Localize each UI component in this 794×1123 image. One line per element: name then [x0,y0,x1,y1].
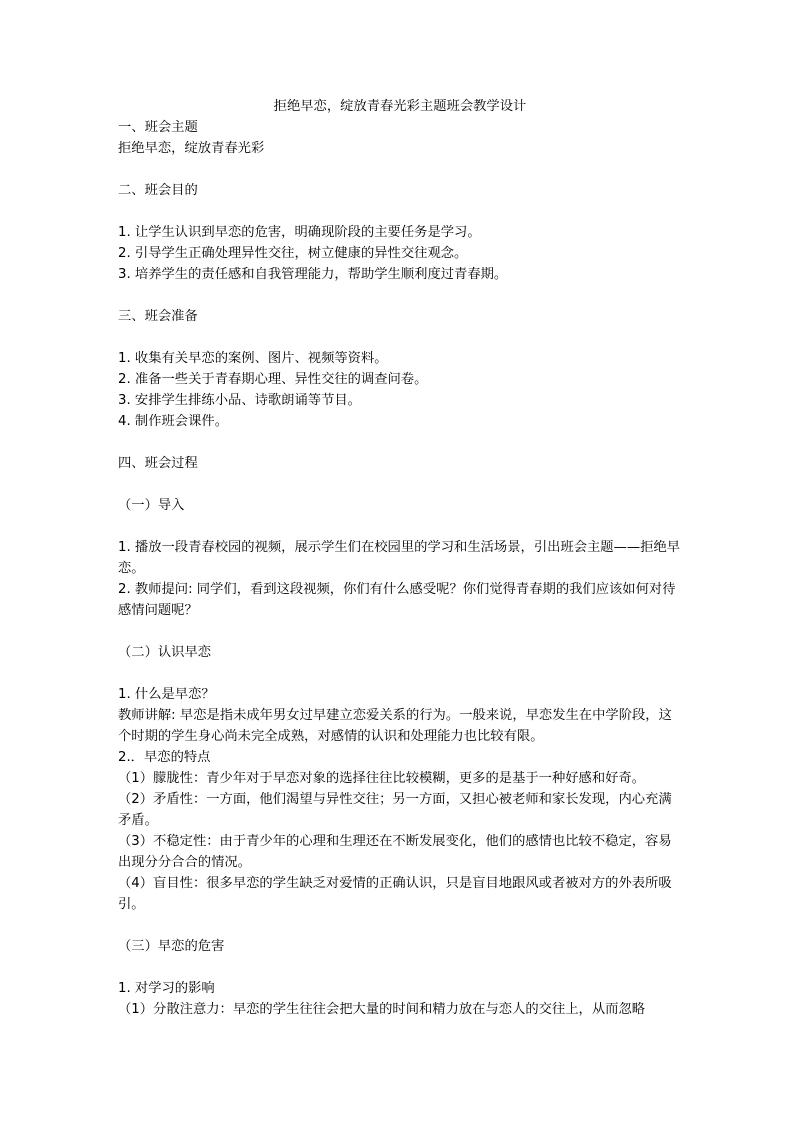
theme-text: 拒绝早恋，绽放青春光彩 [118,141,265,156]
section-heading-process: 四、班会过程 [118,456,198,471]
teacher-explanation: 教师讲解: 早恋是指未成年男女过早建立恋爱关系的行为。一般来说，早恋发生在中学阶段，这个时期的学生身心尚未完全成熟，对感情的认识和处理能力也比较有限。 [118,708,672,744]
harm-study-heading: 1. 对学习的影响 [118,981,215,996]
preparation-item: 3. 安排学生排练小品、诗歌朗诵等节目。 [118,393,361,408]
intro-item: 1. 播放一段青春校园的视频，展示学生们在校园里的学习和生活场景，引出班会主题——拒绝早恋。 [118,540,681,576]
trait-item: （3）不稳定性：由于青少年的心理和生理还在不断发展变化，他们的感情也比较不稳定，容易出现分分合合的情况。 [118,834,672,870]
subsection-heading-understanding: （二）认识早恋 [118,645,212,660]
harm-item: （1）分散注意力：早恋的学生往往会把大量的时间和精力放在与恋人的交往上，从而忽略 [118,1002,646,1017]
trait-item: （2）矛盾性：一方面，他们渴望与异性交往；另一方面，又担心被老师和家长发现，内心充满矛盾。 [118,792,672,828]
section-heading-theme: 一、班会主题 [118,120,198,135]
section-heading-purpose: 二、班会目的 [118,183,198,198]
document-page [118,96,682,1020]
preparation-item: 1. 收集有关早恋的案例、图片、视频等资料。 [118,351,388,366]
document-title: 拒绝早恋，绽放青春光彩主题班会教学设计 [273,99,527,114]
question-what-is: 1. 什么是早恋？ [118,687,215,702]
subsection-heading-intro: （一）导入 [118,498,185,513]
preparation-item: 2. 准备一些关于青春期心理、异性交往的调查问卷。 [118,372,428,387]
section-heading-preparation: 三、班会准备 [118,309,198,324]
trait-item: （4）盲目性：很多早恋的学生缺乏对爱情的正确认识，只是盲目地跟风或者被对方的外表所吸引。 [118,876,672,912]
subsection-heading-harms: （三）早恋的危害 [118,939,225,954]
trait-item: （1）朦胧性：青少年对于早恋对象的选择往往比较模糊，更多的是基于一种好感和好奇。 [118,771,646,786]
purpose-item: 2. 引导学生正确处理异性交往，树立健康的异性交往观念。 [118,246,468,261]
intro-item: 2. 教师提问: 同学们，看到这段视频，你们有什么感受呢？你们觉得青春期的我们应该如何对待感情问题呢？ [118,582,676,618]
purpose-item: 3. 培养学生的责任感和自我管理能力，帮助学生顺利度过青春期。 [118,267,508,282]
purpose-item: 1. 让学生认识到早恋的危害，明确现阶段的主要任务是学习。 [118,225,481,240]
preparation-item: 4. 制作班会课件。 [118,414,228,429]
traits-heading: 2.．早恋的特点 [118,750,211,765]
